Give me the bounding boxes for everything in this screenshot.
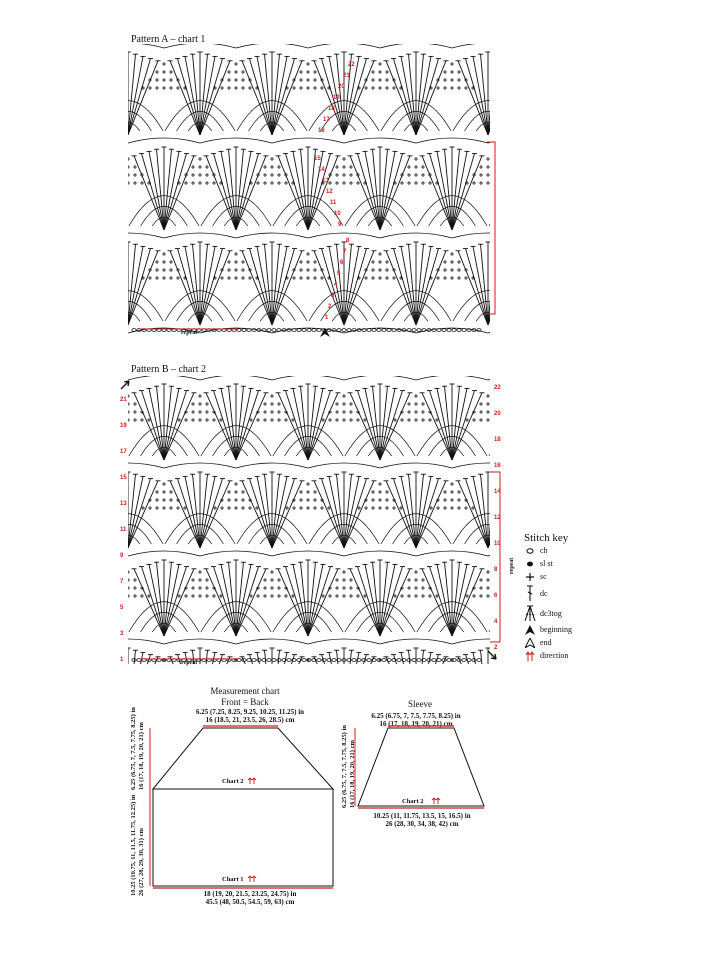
chart2-vertical-repeat-label: repeat (509, 557, 515, 574)
sleeve-top-in: 6.25 (6.75, 7, 7.5, 7.75, 8.25) in (371, 712, 461, 720)
chart1-stitch-pattern (128, 44, 490, 334)
row-number: 16 (494, 463, 501, 469)
row-number: 17 (120, 449, 127, 455)
key-label: sc (540, 572, 547, 581)
row-number: 13 (322, 178, 329, 184)
row-number: 18 (494, 437, 501, 443)
end-icon (524, 638, 536, 648)
row-number: 2 (494, 645, 498, 651)
measurement-title (180, 686, 310, 708)
front-lower-height-in: 10.25 (10.75, 11, 11.5, 11.75, 12.25) in (130, 794, 137, 896)
row-number: 6 (494, 593, 498, 599)
stitch-key-title: Stitch key (524, 532, 569, 544)
key-label: ch (540, 546, 548, 555)
row-number: 6 (340, 260, 344, 266)
front-back-schematic (148, 722, 348, 902)
row-number: 14 (318, 167, 325, 173)
row-number: 1 (325, 315, 329, 321)
slst-icon (524, 561, 536, 567)
row-number: 8 (494, 567, 498, 573)
row-number: 8 (346, 238, 350, 244)
front-top-in: 6.25 (7.25, 8.25, 9.25, 10.25, 11.25) in (195, 708, 305, 716)
front-bottom-cm: 45.5 (48, 50.5, 54.5, 59, 63) cm (205, 898, 295, 906)
row-number: 3 (331, 293, 335, 299)
front-bottom-measure (160, 890, 340, 906)
row-number: 11 (330, 200, 337, 206)
row-number: 20 (494, 411, 501, 417)
row-number: 5 (337, 271, 341, 277)
front-upper-height-in: 6.25 (6.75, 7, 7.5, 7.75, 8.25) in (130, 707, 137, 790)
sleeve-height (341, 725, 357, 808)
key-row-end (524, 636, 634, 649)
key-label: direction (540, 651, 569, 660)
key-label: dc (540, 588, 548, 598)
direction-icon (524, 651, 536, 661)
front-chart1-label: Chart 1 (222, 876, 244, 883)
row-number: 21 (120, 397, 127, 403)
row-number: 18 (328, 106, 335, 112)
sleeve-chart2-label: Chart 2 (402, 798, 424, 805)
dc-icon (524, 585, 536, 601)
sleeve-height-cm: 16 (17, 18, 19, 20, 21) cm (349, 740, 356, 808)
row-number: 3 (120, 631, 124, 637)
sleeve-bottom-measure (362, 812, 482, 828)
key-row-direction (524, 649, 634, 662)
row-number: 5 (120, 605, 124, 611)
row-number: 21 (343, 73, 350, 79)
key-row-dc3tog (524, 603, 634, 623)
row-number: 11 (120, 527, 127, 533)
row-number: 10 (494, 541, 501, 547)
row-number: 22 (494, 385, 501, 391)
key-row-ch (524, 544, 634, 557)
row-number: 16 (318, 128, 325, 134)
sleeve-title: Sleeve (408, 699, 432, 709)
row-number: 15 (314, 156, 321, 162)
row-number: 7 (120, 579, 124, 585)
key-row-slst (524, 557, 634, 570)
chart1-repeat-label: repeat (181, 330, 198, 336)
dc3tog-icon (524, 605, 536, 621)
row-number: 14 (494, 489, 501, 495)
row-number: 20 (338, 84, 345, 90)
measurement-title-line2: Front = Back (221, 697, 269, 707)
key-row-beginning (524, 623, 634, 636)
end-arrow-icon (120, 380, 130, 390)
row-number: 10 (334, 211, 341, 217)
front-bottom-in: 18 (19, 20, 21.5, 23.25, 24.75) in (203, 890, 297, 898)
row-number: 17 (323, 117, 330, 123)
sc-icon (524, 573, 536, 581)
front-lower-height (130, 795, 146, 896)
row-number: 22 (348, 62, 355, 68)
row-number: 19 (120, 423, 127, 429)
row-number: 4 (334, 282, 338, 288)
chart2-title: Pattern B – chart 2 (131, 364, 206, 375)
row-number: 12 (494, 515, 501, 521)
row-number: 1 (120, 657, 124, 663)
key-label: dc3tog (540, 608, 562, 618)
front-lower-height-cm: 26 (27, 28, 29, 30, 31) cm (138, 828, 145, 896)
row-number: 9 (338, 222, 342, 228)
sleeve-bottom-cm: 26 (28, 30, 34, 38, 42) cm (385, 820, 459, 828)
row-number: 7 (343, 249, 347, 255)
row-number: 19 (333, 95, 340, 101)
sleeve-top-cm: 16 (17, 18, 19, 20, 21) cm (379, 720, 453, 728)
key-label: sl st (540, 559, 553, 568)
sleeve-height-in: 6.25 (6.75, 7, 7.5, 7.75, 8.25) in (341, 725, 348, 808)
key-label: beginning (540, 625, 572, 634)
front-upper-height-cm: 16 (17, 18, 19, 20, 21) cm (138, 722, 145, 790)
chart2-diagram (128, 376, 490, 664)
sleeve-bottom-in: 10.25 (11, 11.75, 13.5, 15, 16.5) in (373, 812, 471, 820)
chart2-repeat-bracket (490, 470, 504, 644)
key-label: end (540, 638, 552, 647)
front-top-cm: 16 (18.5, 21, 23.5, 26, 28.5) cm (205, 716, 295, 724)
row-number: 13 (120, 501, 127, 507)
measurement-title-line1: Measurement chart (210, 686, 280, 696)
key-row-dc (524, 583, 634, 603)
chart1-title: Pattern A – chart 1 (131, 34, 206, 45)
ch-icon (524, 548, 536, 554)
beginning-icon (524, 625, 536, 635)
chart1-repeat-bracket (487, 140, 499, 316)
row-number: 15 (120, 475, 127, 481)
row-number: 12 (326, 189, 333, 195)
sleeve-schematic (354, 724, 494, 814)
row-number: 2 (328, 304, 332, 310)
beginning-arrow-icon (320, 328, 330, 338)
key-row-sc (524, 570, 634, 583)
front-chart2-label: Chart 2 (222, 778, 244, 785)
chart2-repeat-label: repeat (181, 660, 198, 666)
row-number: 4 (494, 619, 498, 625)
chart2-stitch-pattern (128, 376, 490, 664)
front-upper-height (130, 707, 146, 790)
stitch-key (524, 532, 634, 662)
row-number: 9 (120, 553, 124, 559)
chart1-diagram (128, 44, 490, 334)
